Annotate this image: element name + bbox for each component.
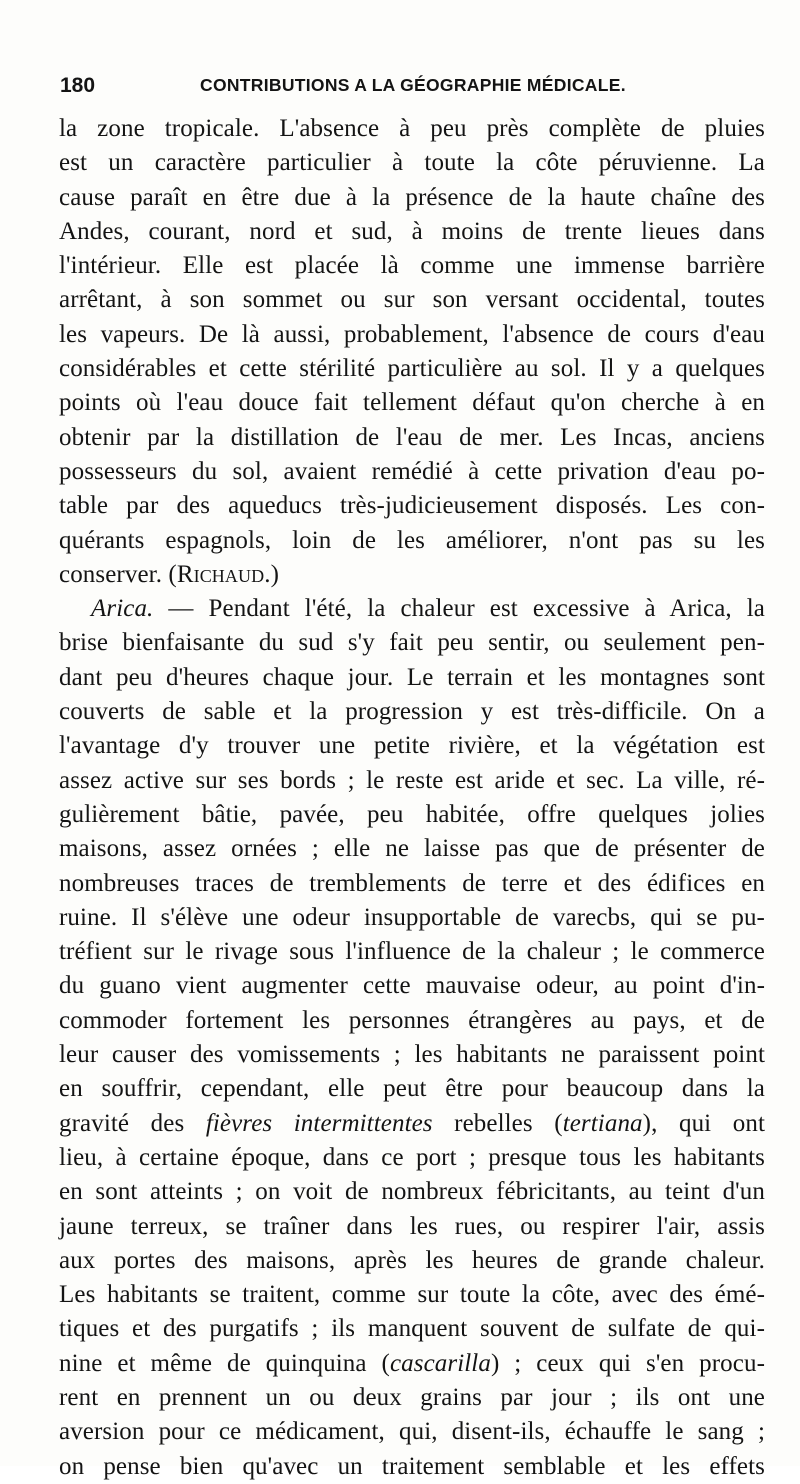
text-line: l'avantage d'y trouver une petite rivière, et la végétation est [59, 732, 765, 760]
text-line: aux portes des maisons, après les heures de grande chaleur. [59, 1246, 765, 1274]
text-line: possesseurs du sol, avaient remédié à cette privation d'eau po- [59, 457, 765, 485]
text-line: l'intérieur. Elle est placée là comme une immense barrière [59, 252, 765, 280]
line-text: ) [270, 560, 279, 588]
text-line: rent en prennent un ou deux grains par jour ; ils ont une [59, 1383, 765, 1411]
author-citation: Richaud. [176, 560, 271, 588]
text-line: Andes, courant, nord et sud, à moins de trente lieues dans [59, 217, 765, 245]
text-line: cause paraît en être due à la présence de la haute chaîne des [59, 183, 765, 211]
text-line: lieu, à certaine époque, dans ce port ; presque tous les habitants [59, 1143, 765, 1171]
text-line: aversion pour ce médicament, qui, disent-ils, échauffe le sang ; [59, 1418, 765, 1446]
text-line: leur causer des vomissements ; les habitants ne paraissent point [59, 1041, 765, 1069]
text-line: est un caractère particulier à toute la côte péruvienne. La [59, 149, 765, 177]
page-number: 180 [60, 74, 96, 97]
text-line: du guano vient augmenter cette mauvaise odeur, au point d'in- [59, 972, 765, 1000]
emphasis-cascarilla: cascarilla [389, 1349, 491, 1377]
text-line: couverts de sable et la progression y est très-difficile. On a [59, 698, 765, 726]
text-line [59, 1107, 765, 1141]
text-line: table par des aqueducs très-judicieusement disposés. Les con- [59, 492, 765, 520]
text-line: commoder fortement les personnes étrangères au pays, et de [59, 1006, 765, 1034]
line-text: nine et même de quinquina ( [59, 1349, 390, 1377]
running-title: CONTRIBUTIONS A LA GÉOGRAPHIE MÉDICALE. [200, 75, 626, 95]
section-heading-arica: Arica. [91, 595, 154, 623]
text-line: on pense bien qu'avec un traitement semblable et les effets [59, 1452, 765, 1480]
text-line: quérants espagnols, loin de les améliorer, n'ont pas su les [59, 526, 765, 554]
text-line: dant peu d'heures chaque jour. Le terrain et les montagnes sont [59, 663, 765, 691]
text-line: maisons, assez ornées ; elle ne laisse pas que de présenter de [59, 835, 765, 863]
text-line: ruine. Il s'élève une odeur insupportable de varecbs, qui se pu- [59, 903, 765, 931]
line-text: conserver. ( [59, 560, 177, 588]
text-line [59, 558, 765, 592]
text-line: jaune terreux, se traîner dans les rues, ou respirer l'air, assis [59, 1212, 765, 1240]
text-line: Les habitants se traitent, comme sur toute la côte, avec des émé- [59, 1281, 765, 1309]
text-line: considérables et cette stérilité particulière au sol. Il y a quelques [59, 355, 765, 383]
text-line [59, 592, 765, 626]
body-text [59, 112, 765, 1484]
line-text: gravité des [59, 1109, 206, 1137]
text-line: tréfient sur le rivage sous l'influence de la chaleur ; le commerce [59, 938, 765, 966]
text-line: en sont atteints ; on voit de nombreux fébricitants, au teint d'un [59, 1178, 765, 1206]
text-line: gulièrement bâtie, pavée, peu habitée, offre quelques jolies [59, 800, 765, 828]
text-line: brise bienfaisante du sud s'y fait peu sentir, ou seulement pen- [59, 629, 765, 657]
text-line [59, 1347, 765, 1381]
text-line: obtenir par la distillation de l'eau de mer. Les Incas, anciens [59, 423, 765, 451]
emphasis-tertiana: tertiana [562, 1109, 643, 1137]
text-line: arrêtant, à son sommet ou sur son versant occidental, toutes [59, 286, 765, 314]
text-line: la zone tropicale. L'absence à peu près complète de pluies [59, 115, 765, 142]
line-text: — Pendant l'été, la chaleur est excessive à Arica, la [153, 595, 765, 623]
line-text: ) ; ceux qui s'en procu- [490, 1349, 766, 1377]
emphasis-fievres: fièvres intermittentes [205, 1109, 433, 1137]
text-line: nombreuses traces de tremblements de terre et des édifices en [59, 869, 765, 897]
text-line: points où l'eau douce fait tellement défaut qu'on cherche à en [59, 389, 765, 417]
line-text: rebelles ( [432, 1109, 563, 1137]
text-line: tiques et des purgatifs ; ils manquent souvent de sulfate de qui- [59, 1315, 765, 1343]
line-text: ), qui ont [642, 1109, 765, 1137]
page-header [60, 74, 764, 106]
text-line: assez active sur ses bords ; le reste est aride et sec. La ville, ré- [59, 766, 765, 794]
text-line: en souffrir, cependant, elle peut être pour beaucoup dans la [59, 1075, 765, 1103]
text-line: les vapeurs. De là aussi, probablement, l'absence de cours d'eau [59, 320, 765, 348]
